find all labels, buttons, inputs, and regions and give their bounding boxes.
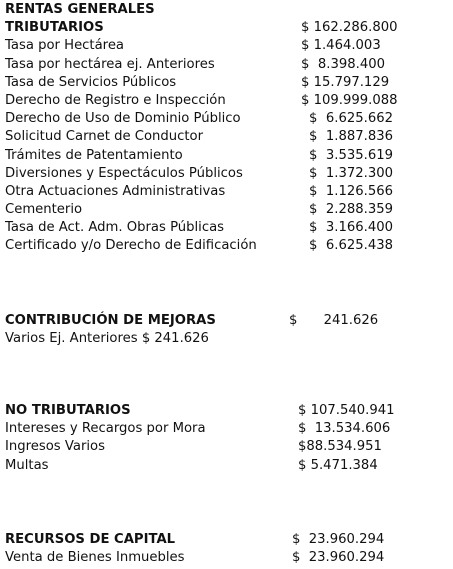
no-tributarios-total: $ 107.540.941 bbox=[298, 403, 395, 418]
list-item: Derecho de Registro e Inspección $ 109.999.088 bbox=[5, 92, 398, 108]
contribucion-heading: CONTRIBUCIÓN DE MEJORAS bbox=[5, 313, 216, 328]
list-item: Multas $ 5.471.384 bbox=[5, 457, 378, 473]
contribucion-total: $ 241.626 bbox=[289, 313, 379, 328]
recursos-capital-section bbox=[5, 531, 450, 567]
list-item: Tasa por hectárea ej. Anteriores $ 8.398.400 bbox=[5, 56, 385, 72]
list-item: Solicitud Carnet de Conductor $ 1.887.836 bbox=[5, 129, 393, 145]
list-item: Certificado y/o Derecho de Edificación $ 6.625.438 bbox=[5, 238, 393, 254]
no-tributarios-heading-row bbox=[5, 402, 450, 420]
recursos-capital-total: $ 23.960.294 bbox=[292, 532, 385, 547]
list-item: Ingresos Varios $88.534.951 bbox=[5, 439, 382, 455]
list-item: Otra Actuaciones Administrativas $ 1.126.566 bbox=[5, 183, 393, 199]
list-item: Cementerio $ 2.288.359 bbox=[5, 202, 393, 218]
list-item: Intereses y Recargos por Mora $ 13.534.606 bbox=[5, 421, 391, 437]
list-item: Tasa por Hectárea $ 1.464.003 bbox=[5, 38, 381, 54]
list-item: Tasa de Servicios Públicos $ 15.797.129 bbox=[5, 74, 390, 90]
list-item: Diversiones y Espectáculos Públicos $ 1.372.300 bbox=[5, 165, 393, 181]
recursos-capital-heading-row bbox=[5, 531, 450, 549]
tributarios-section bbox=[5, 1, 450, 256]
recursos-capital-heading: RECURSOS DE CAPITAL bbox=[5, 532, 176, 547]
list-item: Trámites de Patentamiento $ 3.535.619 bbox=[5, 147, 393, 163]
section-title: RENTAS GENERALES bbox=[5, 2, 155, 17]
section-title-row bbox=[5, 1, 450, 19]
list-item: Venta de Bienes Inmuebles $ 23.960.294 bbox=[5, 550, 385, 566]
no-tributarios-section bbox=[5, 402, 450, 475]
no-tributarios-heading: NO TRIBUTARIOS bbox=[5, 403, 131, 418]
list-item: Varios Ej. Anteriores $ 241.626 bbox=[5, 331, 209, 347]
tributarios-heading-row bbox=[5, 19, 450, 37]
list-item: Derecho de Uso de Dominio Público $ 6.625.662 bbox=[5, 111, 393, 127]
tributarios-total: $ 162.286.800 bbox=[301, 20, 398, 36]
list-item: Tasa de Act. Adm. Obras Públicas $ 3.166.400 bbox=[5, 220, 393, 236]
tributarios-heading: TRIBUTARIOS bbox=[5, 20, 104, 36]
contribucion-heading-row bbox=[5, 312, 450, 330]
contribucion-section bbox=[5, 312, 450, 348]
